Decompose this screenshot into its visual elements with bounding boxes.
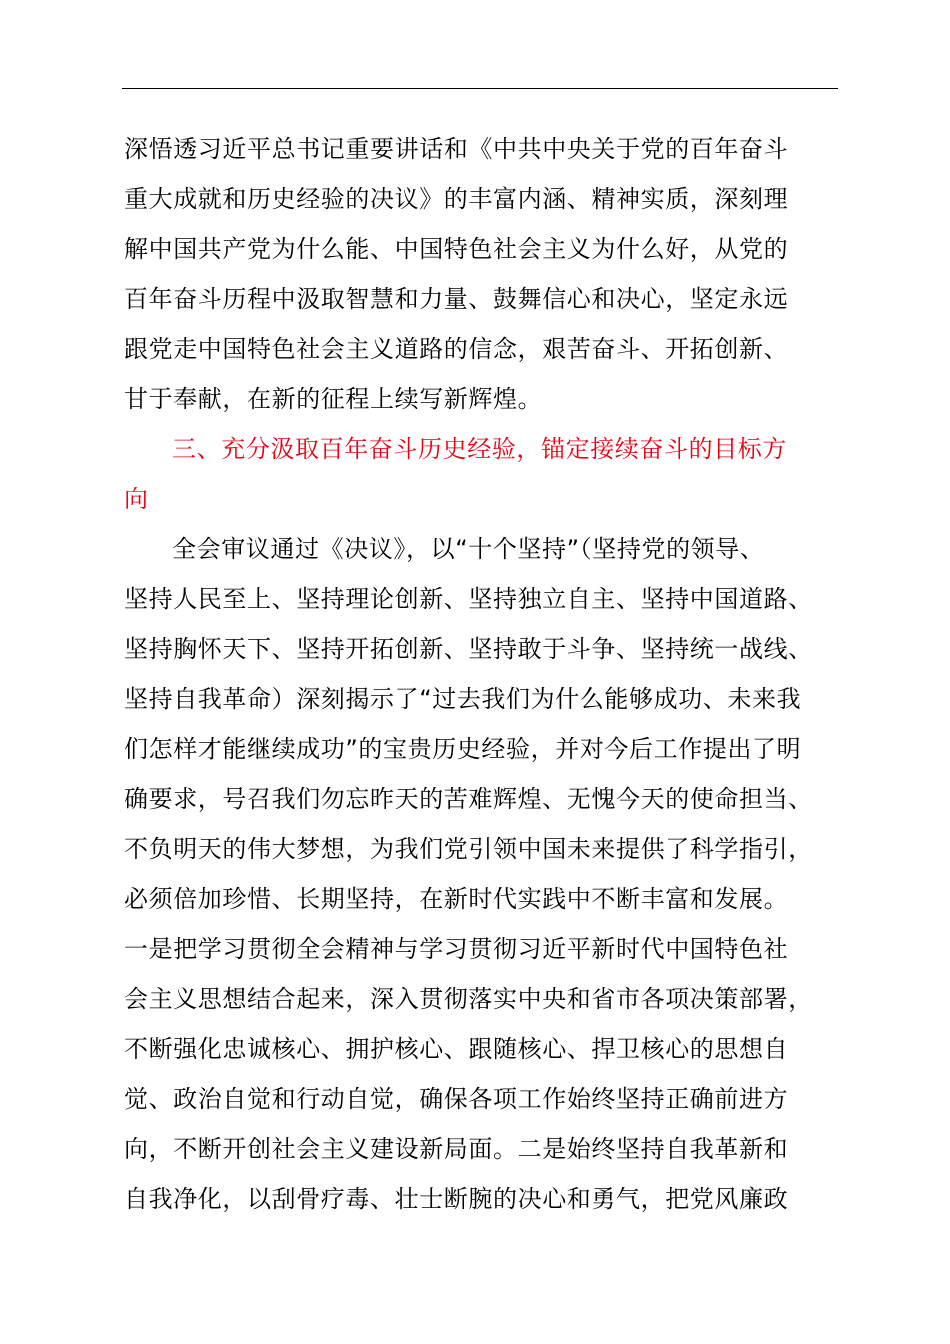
paragraph-2-line-9: 一是把学习贯彻全会精神与学习贯彻习近平新时代中国特色社 (124, 935, 789, 963)
paragraph-2-line-8: 必须倍加珍惜、长期坚持，在新时代实践中不断丰富和发展。 (124, 885, 789, 913)
paragraph-2-line-14: 自我净化，以刮骨疗毒、壮士断腕的决心和勇气，把党风廉政 (124, 1185, 789, 1213)
paragraph-1-line-5: 跟党走中国特色社会主义道路的信念，艰苦奋斗、开拓创新、 (124, 335, 789, 363)
paragraph-1-line-4: 百年奋斗历程中汲取智慧和力量、鼓舞信心和决心，坚定永远 (124, 285, 789, 313)
paragraph-2-line-3: 坚持胸怀天下、坚持开拓创新、坚持敢于斗争、坚持统一战线、 (124, 635, 813, 663)
paragraph-2-line-7: 不负明天的伟大梦想，为我们党引领中国未来提供了科学指引， (124, 835, 813, 863)
paragraph-1-line-2: 重大成就和历史经验的决议》的丰富内涵、精神实质，深刻理 (124, 185, 789, 213)
paragraph-2-line-12: 觉、政治自觉和行动自觉，确保各项工作始终坚持正确前进方 (124, 1085, 789, 1113)
paragraph-1-line-6: 甘于奉献，在新的征程上续写新辉煌。 (124, 385, 543, 413)
paragraph-1-line-1: 深悟透习近平总书记重要讲话和《中共中央关于党的百年奋斗 (124, 135, 789, 163)
paragraph-2-line-2: 坚持人民至上、坚持理论创新、坚持独立自主、坚持中国道路、 (124, 585, 813, 613)
header-rule (122, 88, 838, 89)
paragraph-2-line-13: 向，不断开创社会主义建设新局面。二是始终坚持自我革新和 (124, 1135, 789, 1163)
paragraph-2-line-11: 不断强化忠诚核心、拥护核心、跟随核心、捍卫核心的思想自 (124, 1035, 789, 1063)
paragraph-2-line-6: 确要求，号召我们勿忘昨天的苦难辉煌、无愧今天的使命担当、 (124, 785, 813, 813)
paragraph-1-line-3: 解中国共产党为什么能、中国特色社会主义为什么好，从党的 (124, 235, 789, 263)
section-heading-line-2: 向 (124, 485, 149, 513)
section-heading-line-1: 三、充分汲取百年奋斗历史经验，锚定接续奋斗的目标方 (172, 435, 787, 463)
paragraph-2-line-1: 全会审议通过《决议》，以“十个坚持”（坚持党的领导、 (172, 535, 765, 563)
paragraph-2-line-4: 坚持自我革命）深刻揭示了“过去我们为什么能够成功、未来我 (124, 685, 802, 713)
paragraph-2-line-10: 会主义思想结合起来，深入贯彻落实中央和省市各项决策部署， (124, 985, 813, 1013)
paragraph-2-line-5: 们怎样才能继续成功”的宝贵历史经验，并对今后工作提出了明 (124, 735, 802, 763)
